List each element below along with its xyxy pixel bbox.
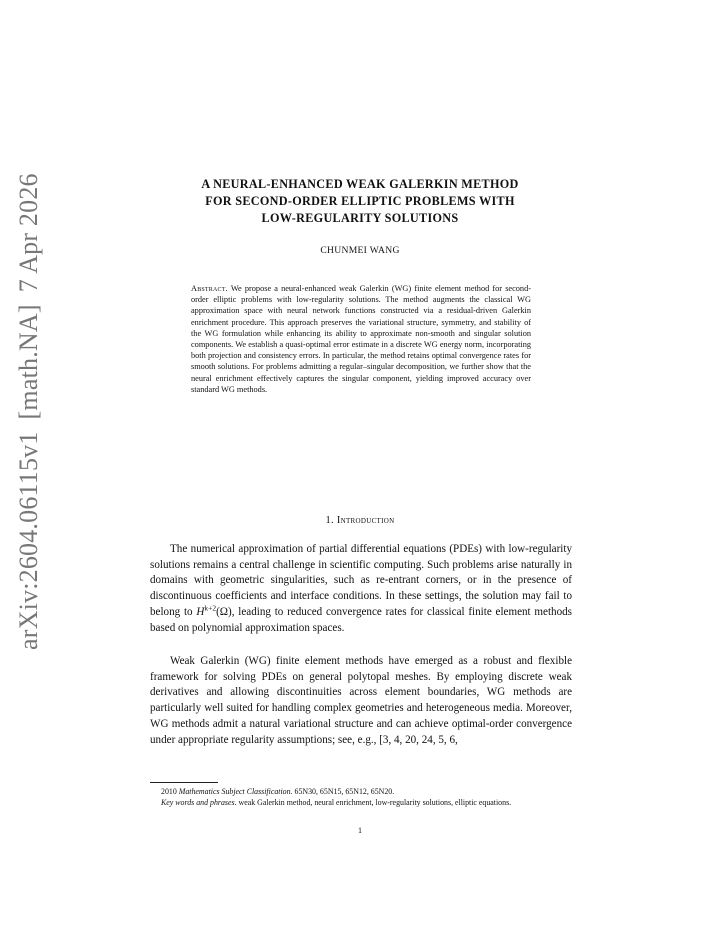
footnote-keywords xyxy=(150,797,572,808)
arxiv-date: 7 Apr 2026 xyxy=(14,173,43,293)
author-name: CHUNMEI WANG xyxy=(320,245,400,256)
footnote-rule xyxy=(150,782,218,783)
msc-codes: 65N30, 65N15, 65N12, 65N20. xyxy=(294,787,395,796)
math-sobolev-space: H xyxy=(196,605,205,618)
title-line-2: FOR SECOND-ORDER ELLIPTIC PROBLEMS WITH xyxy=(205,194,515,208)
arxiv-sidebar-stamp xyxy=(14,161,44,650)
paper-title xyxy=(150,176,570,227)
math-domain: (Ω) xyxy=(216,605,232,618)
paragraph-1 xyxy=(150,542,572,636)
paragraph-1-text-a: The numerical approximation of partial differential equations (PDEs) with low-regularity solutions remains a central challenge in scientific computing. Such problems arise naturally in domains with geometric singularities, such as re-entrant corners, or in the presence of discontinuous coefficients and interface conditions. In these settings, the solution may fail to belong to xyxy=(150,543,572,618)
keywords-text: weak Galerkin method, neural enrichment, low-regularity solutions, elliptic equations. xyxy=(238,798,512,808)
math-exponent: k+2 xyxy=(204,603,217,613)
section-heading xyxy=(150,515,570,526)
msc-year: 2010 xyxy=(161,787,177,796)
msc-label: Mathematics Subject Classification. xyxy=(178,787,293,796)
title-line-1: A NEURAL-ENHANCED WEAK GALERKIN METHOD xyxy=(201,177,519,191)
abstract xyxy=(191,283,531,395)
abstract-text: We propose a neural-enhanced weak Galerkin (WG) finite element method for second-order elliptic problems with low-regularity solutions. The method augments the classical WG approximation space with neural network functions constructed via a residual-driven Galerkin enrichment procedure. This approach preserves the variational structure, symmetry, and stability of the WG formulation while enhancing its ability to approximate non-smooth and singular solution components. We establish a quasi-optimal error estimate in a discrete WG energy norm, incorporating both projection and consistency errors. In particular, the method retains optimal convergence rates for smooth solutions. For problems admitting a regular–singular decomposition, we further show that the neural enrichment effectively captures the singular component, yielding improved accuracy over standard WG methods. xyxy=(191,284,531,394)
paragraph-2 xyxy=(150,654,572,748)
paragraph-2-text: Weak Galerkin (WG) finite element methods have emerged as a robust and flexible framework for solving PDEs on general polytopal meshes. By employing discrete weak derivatives and allowing discontinuities across element boundaries, WG methods are particularly well suited for handling complex geometries and heterogeneous media. Moreover, WG methods admit a natural variational structure and can achieve optimal-order convergence under appropriate regularity assumptions; see, e.g., [3, 4, 20, 24, 5, 6, xyxy=(150,655,572,746)
arxiv-category: [math.NA] xyxy=(14,304,43,420)
footnote-msc xyxy=(150,786,572,797)
section-title: Introduction xyxy=(336,515,395,526)
abstract-label: Abstract. xyxy=(191,284,228,293)
section-number: 1. xyxy=(325,515,334,526)
arxiv-id: arXiv:2604.06115v1 xyxy=(14,431,43,650)
page-number: 1 xyxy=(358,826,362,835)
footnotes xyxy=(150,786,572,809)
keywords-label: Key words and phrases. xyxy=(161,798,237,808)
paragraph-1-text-b: , leading to reduced convergence rates for classical finite element methods based on polynomial approximation spaces. xyxy=(150,605,572,634)
title-line-3: LOW-REGULARITY SOLUTIONS xyxy=(261,211,459,225)
